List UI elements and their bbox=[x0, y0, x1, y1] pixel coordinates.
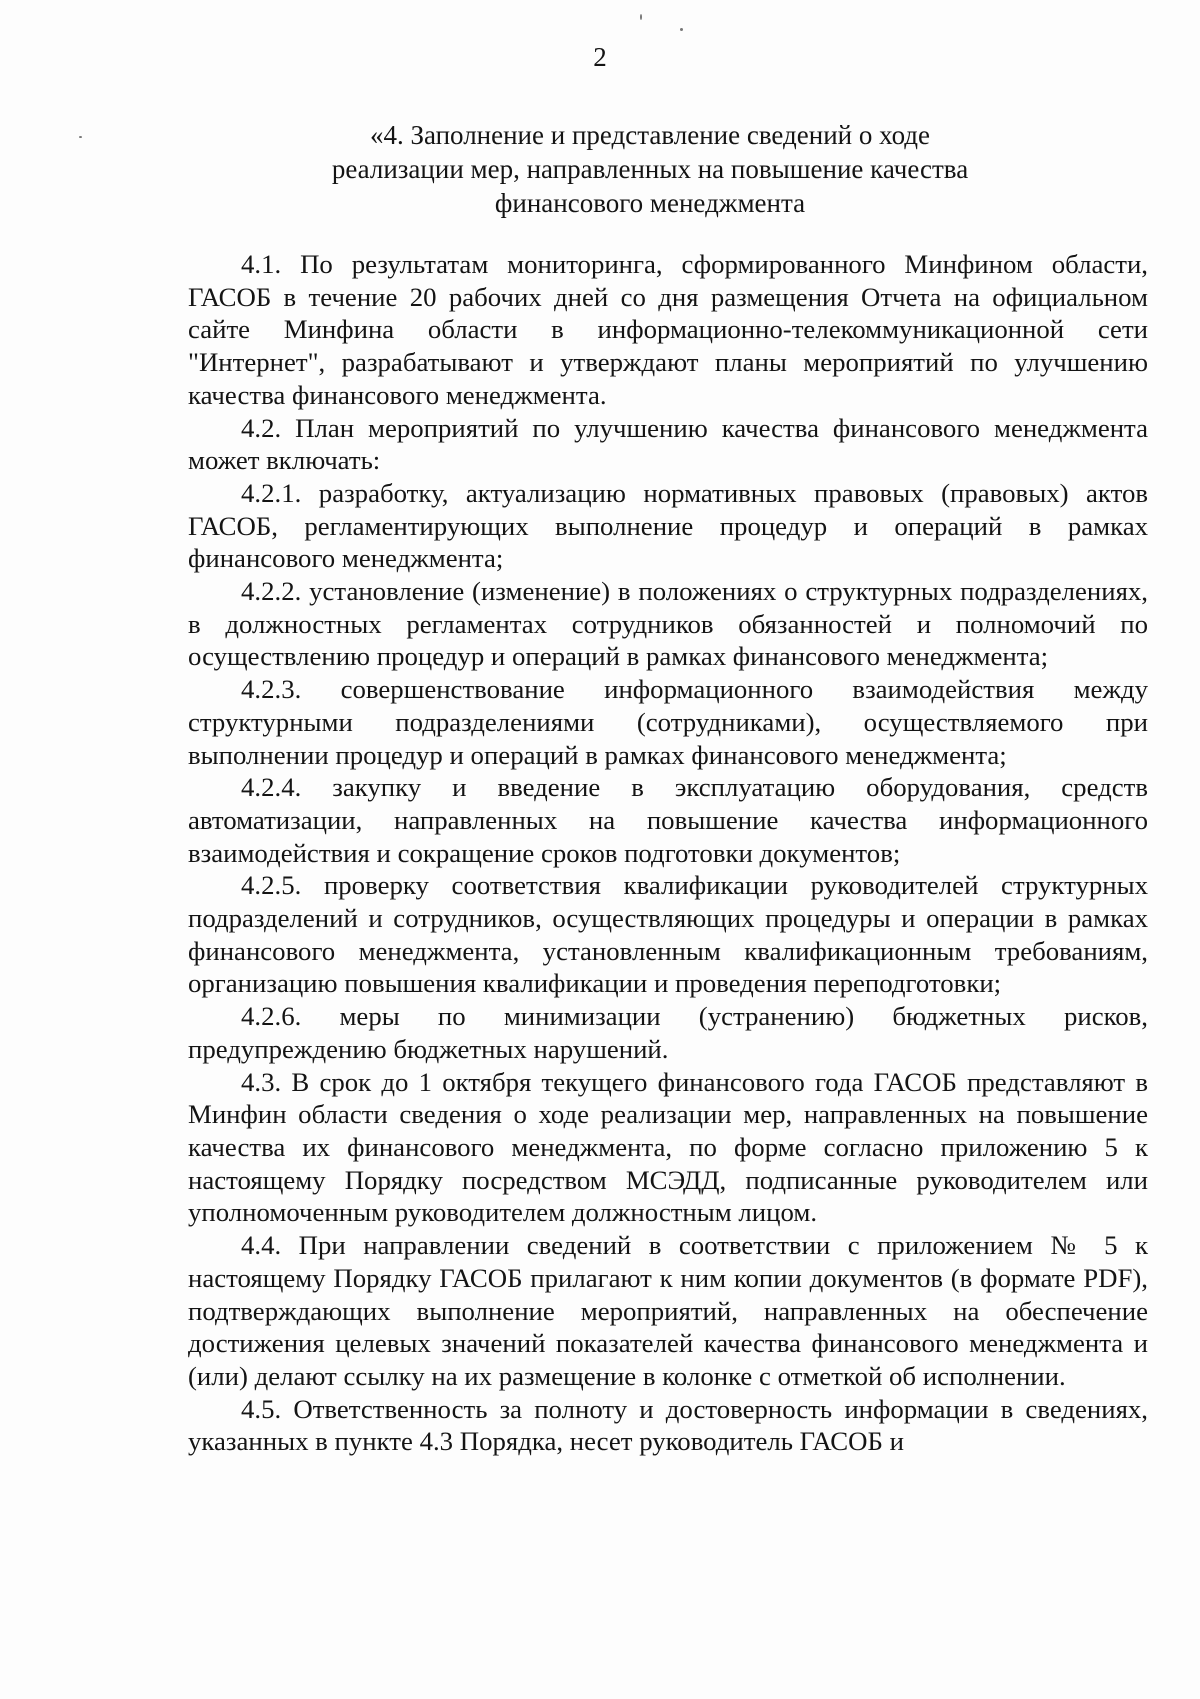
section-title-line: реализации мер, направленных на повышение качества bbox=[331, 154, 969, 184]
page-number: 2 bbox=[593, 42, 607, 72]
paragraph-4-5: 4.5. Ответственность за полноту и достоверность информации в сведениях, указанных в пункте 4.3 Порядка, несет руководитель ГАСОБ и bbox=[188, 1393, 1148, 1457]
scan-speck bbox=[79, 136, 82, 138]
paragraph-4-2-4: 4.2.4. закупку и введение в эксплуатацию оборудования, средств автоматизации, направленных на повышение качества информационного взаимодействия и сокращение сроков подготовки документов; bbox=[188, 772, 1148, 868]
paragraph-4-2-5: 4.2.5. проверку соответствия квалификации руководителей структурных подразделений и сотрудников, осуществляющих процедуры и операции в рамках финансового менеджмента, установленным квалификационным требованиям, организацию повышения квалификации и проведения переподготовки; bbox=[188, 870, 1148, 999]
paragraph-4-1: 4.1. По результатам мониторинга, сформированного Минфином области, ГАСОБ в течение 20 рабочих дней со дня размещения Отчета на официальном сайте Минфина области в информационно-телекоммуникационной сети "Интернет", разрабатывают и утверждают планы мероприятий по улучшению качества финансового менеджмента. bbox=[188, 249, 1148, 410]
paragraph-4-3: 4.3. В срок до 1 октября текущего финансового года ГАСОБ представляют в Минфин области сведения о ходе реализации мер, направленных на повышение качества их финансового менеджмента, по форме согласно приложению 5 к настоящему Порядку посредством МСЭДД, подписанные руководителем или уполномоченным руководителем должностным лицом. bbox=[188, 1066, 1148, 1228]
paragraph-4-2-1: 4.2.1. разработку, актуализацию нормативных правовых (правовых) актов ГАСОБ, регламентирующих выполнение процедур и операций в рамках финансового менеджмента; bbox=[188, 477, 1148, 574]
section-title bbox=[290, 118, 1010, 220]
paragraph-4-2-2: 4.2.2. установление (изменение) в положениях о структурных подразделениях, в должностных регламентах сотрудников обязанностей и полномочий по осуществлению процедур и операций в рамках финансового менеджмента; bbox=[188, 576, 1148, 672]
paragraph-4-2-3: 4.2.3. совершенствование информационного взаимодействия между структурными подразделениями (сотрудниками), осуществляемого при выполнении процедур и операций в рамках финансового менеджмента; bbox=[188, 674, 1148, 770]
scan-speck bbox=[680, 28, 683, 31]
scan-speck bbox=[640, 14, 642, 20]
paragraph-4-2: 4.2. План мероприятий по улучшению качества финансового менеджмента может включать: bbox=[188, 412, 1148, 476]
document-body bbox=[188, 248, 1148, 1458]
section-title-line: финансового менеджмента bbox=[494, 188, 806, 218]
paragraph-4-2-6: 4.2.6. меры по минимизации (устранению) бюджетных рисков, предупреждению бюджетных нарушений. bbox=[188, 1001, 1148, 1064]
section-title-line: «4. Заполнение и представление сведений о ходе bbox=[369, 120, 931, 150]
paragraph-4-4: 4.4. При направлении сведений в соответствии с приложением № 5 к настоящему Порядку ГАСОБ прилагают к ним копии документов (в формате PDF), подтверждающих выполнение мероприятий, направленных на обеспечение достижения целевых значений показателей качества финансового менеджмента и (или) делают ссылку на их размещение в колонке с отметкой об исполнении. bbox=[188, 1230, 1148, 1391]
